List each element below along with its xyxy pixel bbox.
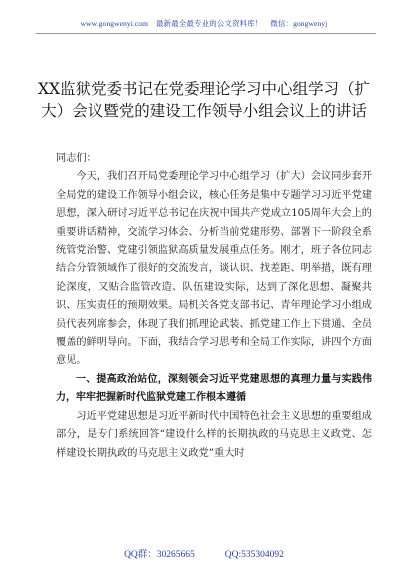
header-wechat: 微信：gongwenyj (270, 19, 328, 28)
document-body (56, 150, 372, 463)
header-divider (36, 33, 376, 34)
footer-qq-group: QQ群：30265665 (124, 550, 195, 560)
paragraph-2: 习近平党建思想是习近平新时代中国特色社会主义思想的重要组成部分，是专门系统回答“建设什么样的长期执政的马克思主义政党、怎样建设长期执政的马克思主义政党”重大时 (56, 410, 372, 459)
salutation: 同志们： (56, 153, 97, 164)
page-header (0, 18, 408, 29)
paragraph-1: 今天，我们召开局党委理论学习中心组学习（扩大）会议同步套开全局党的建设工作领导小组会议，核心任务是集中专题学习习近平党建思想，深入研讨习近平总书记在庆祝中国共产党成立105周年大会上的重要讲话精神，交流学习体会、分析当前党建形势、部署下一阶段全系统管党治警、党建引领监狱高质量发展重点任务。刚才，班子各位同志结合分管领域作了很好的交流发言，谈认识、找差距、明举措，既有理论深度，又贴合监管改造、队伍建设实际，达到了深化思想、凝聚共识、压实责任的预期效果。局机关各党支部书记、青年理论学习小组成员代表列席参会，体现了我们抓理论武装、抓党建工作上下贯通、全员覆盖的鲜明导向。下面，我结合学习思考和全局工作实际，讲四个方面意见。 (56, 171, 372, 367)
footer-qq: QQ:535304092 (224, 550, 284, 560)
document-title: XX监狱党委书记在党委理论学习中心组学习（扩大）会议暨党的建设工作领导小组会议上的讲话 (37, 80, 371, 120)
section-heading-1: 一、提高政治站位，深刻领会习近平党建思想的真理力量与实践伟力，牢牢把握新时代监狱党建工作根本遵循 (56, 373, 372, 404)
page-footer (0, 546, 408, 560)
header-slogan: 最新最全最专业的公文资料库！ (156, 19, 263, 28)
header-site-url[interactable]: www.gongwenyi.com (80, 19, 149, 28)
